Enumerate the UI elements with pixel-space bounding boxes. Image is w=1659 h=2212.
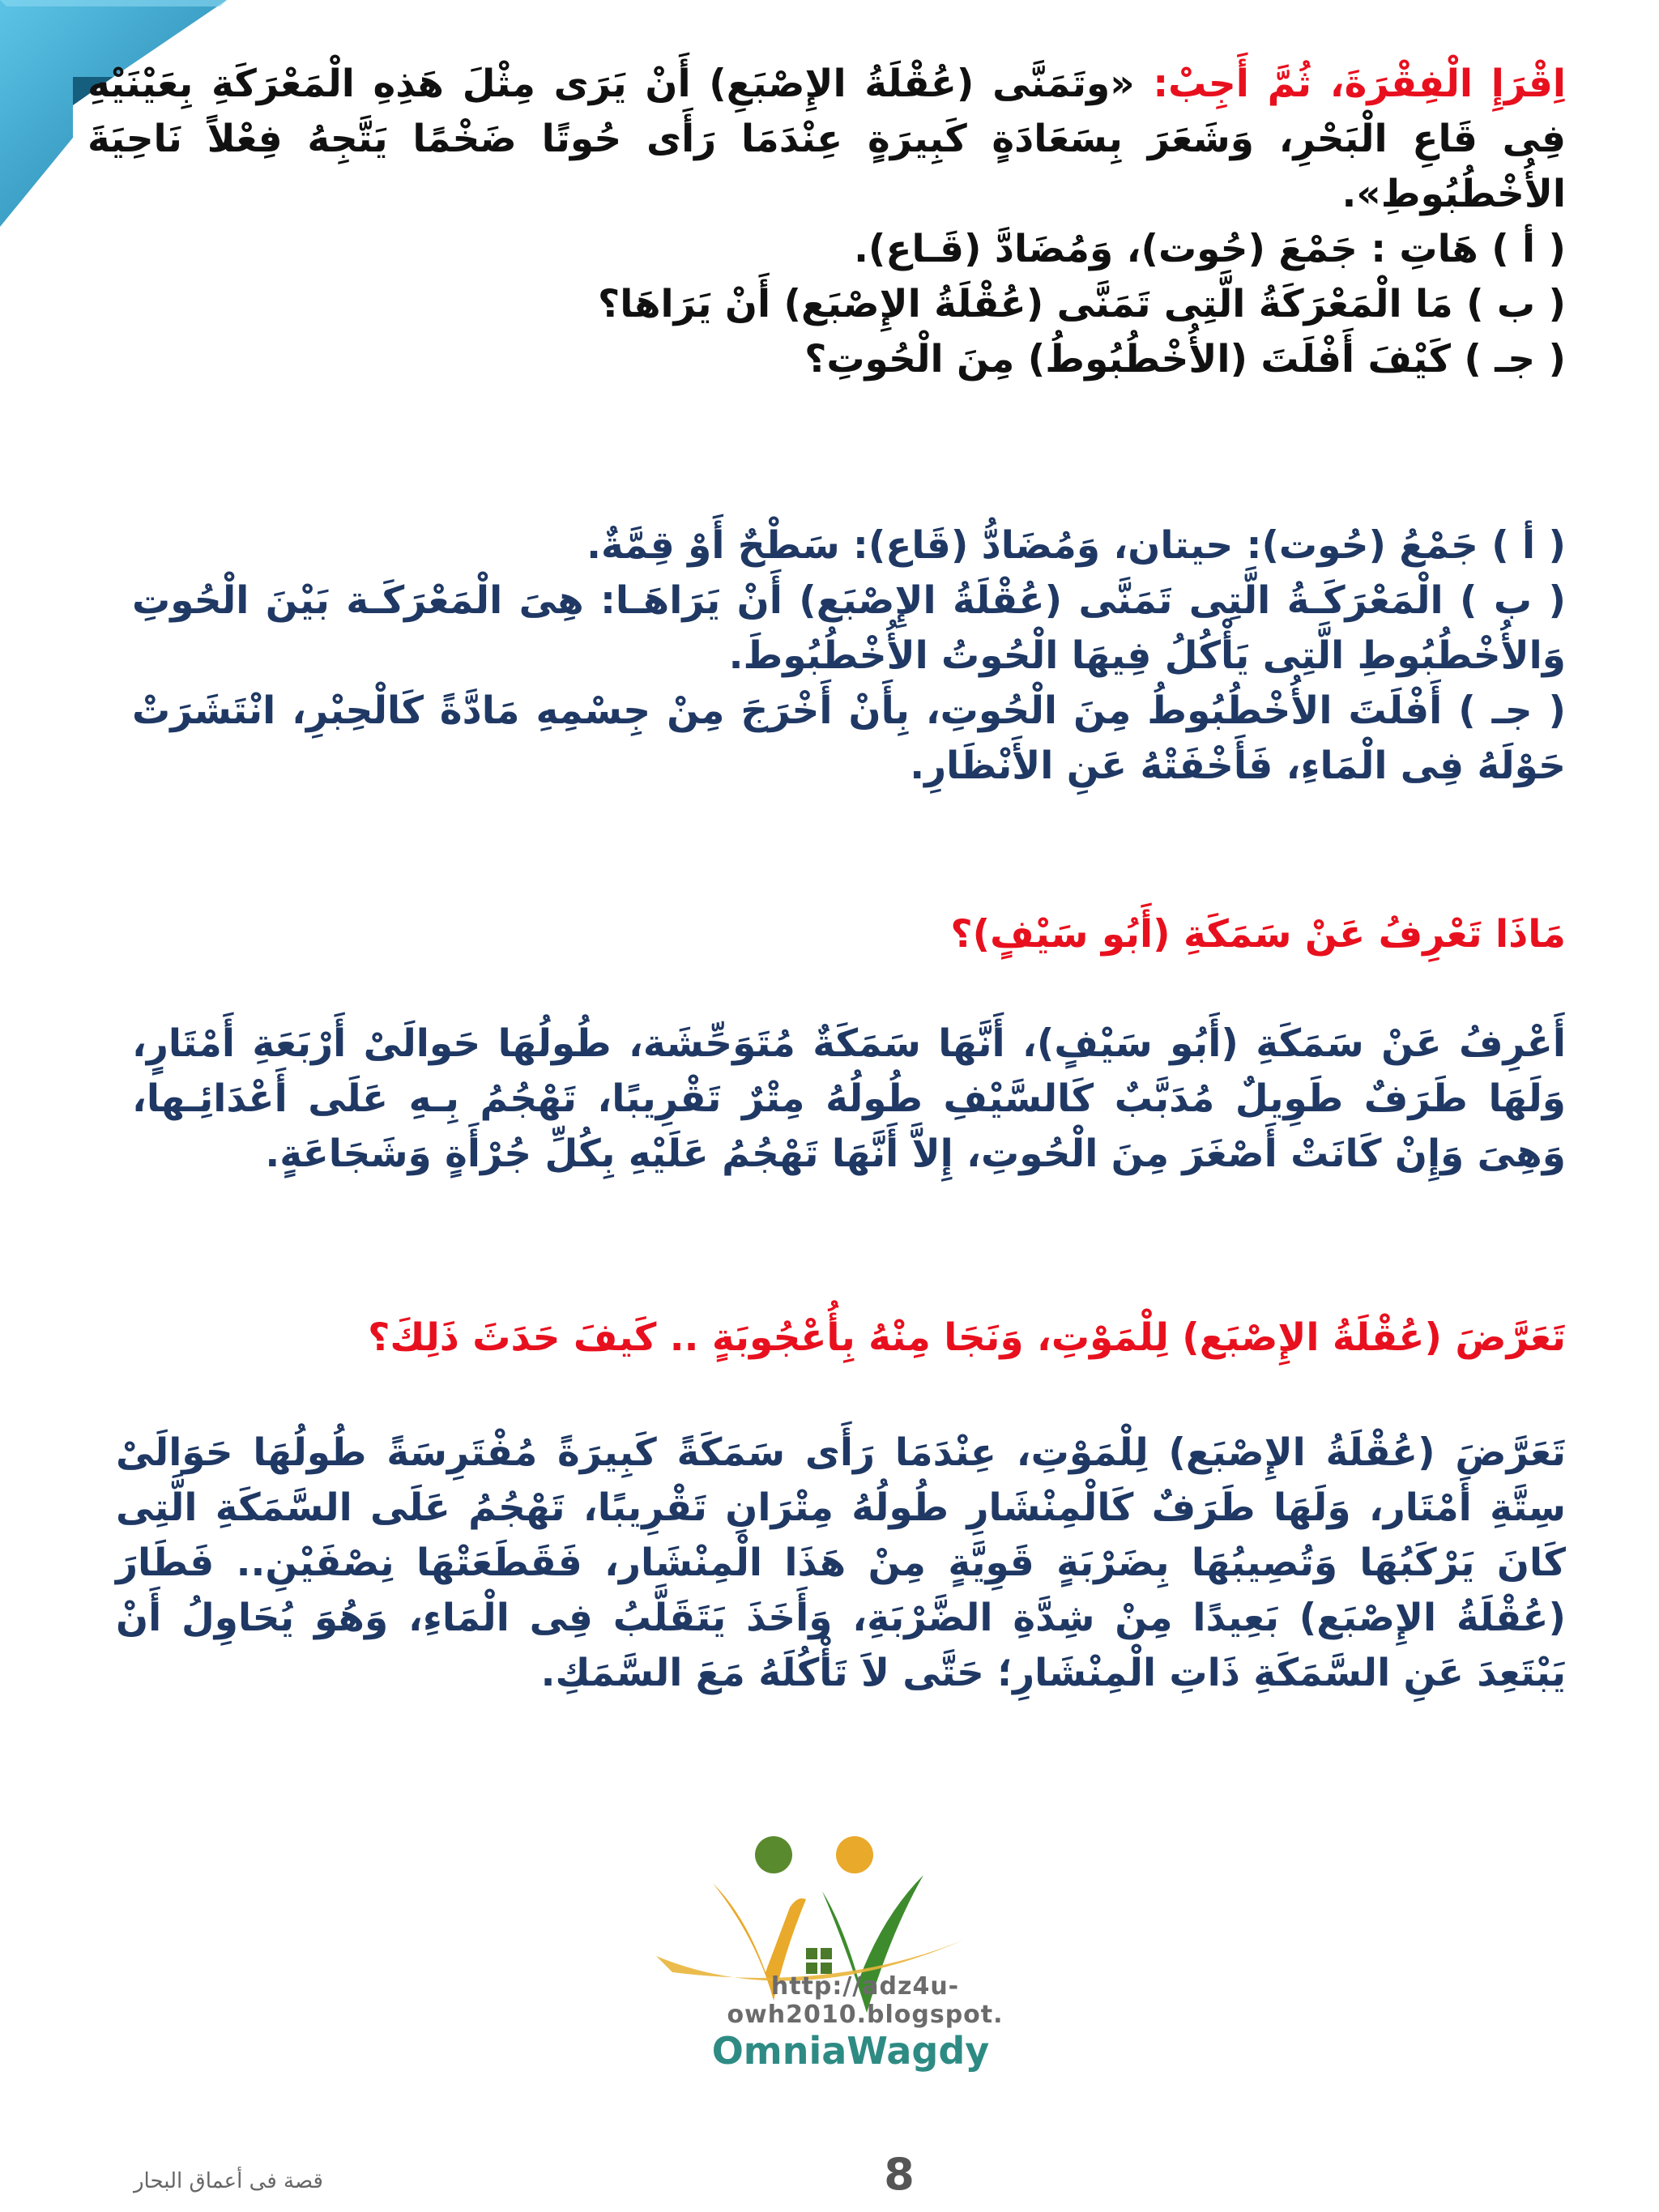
- answer-a: ( أ ) جَمْعُ (حُوت): حيتان، وَمُضَادُّ (قَاع): سَطْحٌ أَوْ قِمَّةٌ.: [586, 523, 1566, 568]
- omnia-wagdy-logo-icon: [624, 1818, 1077, 2118]
- section2-answer-text: أَعْرِفُ عَنْ سَمَكَةِ (أَبُو سَيْفٍ)، أَنَّهَا سَمَكَةٌ مُتَوَحِّشَة، طُولُهَا حَوالَىْ أَرْبَعَةِ أَمْتَارٍ، وَلَهَا طَرَفٌ طَوِيلٌ مُدَبَّبٌ كَالسَّيْفِ طُولُهُ مِتْرٌ تَقْرِيبًا، تَهْجُمُ بِـهِ عَلَى أَعْدَائِـها، وَهِىَ وَإِنْ كَانَتْ أَصْغَرَ مِنَ الْحُوتِ، إِلاَّ أَنَّهَا تَهْجُمُ عَلَيْهِ بِكُلِّ جُرْأَةٍ وَشَجَاعَةٍ.: [132, 1021, 1566, 1176]
- section3-answer: [116, 1426, 1566, 1701]
- footer-book-title: قصة فى أعماق البحار: [134, 2169, 323, 2193]
- section2-question: [132, 907, 1566, 962]
- answers-block: [132, 518, 1566, 794]
- question-b: ( ب ) مَا الْمَعْرَكَةُ الَّتِى تَمَنَّى (عُقْلَةُ الإِصْبَع) أَنْ يَرَاهَا؟: [598, 282, 1566, 326]
- logo-name-text: OmniaWagdy: [711, 2029, 990, 2073]
- section2-answer: [132, 1016, 1566, 1182]
- answer-c: ( جـ ) أَفْلَتَ الأُخْطُبُوطُ مِنَ الْحُوتِ، بِأَنْ أَخْرَجَ مِنْ جِسْمِهِ مَادَّةً كَالْحِبْرِ، انْتَشَرَتْ حَوْلَهُ فِى الْمَاءِ، فَأَخْفَتْهُ عَنِ الأَنْظَارِ.: [132, 688, 1566, 788]
- passage-text: «وتَمَنَّى (عُقْلَةُ الإِصْبَعِ) أَنْ يَرَى مِثْلَ هَذِهِ الْمَعْرَكَةِ بِعَيْنَيْهِ فِى قَاعِ الْبَحْرِ، وَشَعَرَ بِسَعَادَةٍ كَبِيرَةٍ عِنْدَمَا رَأَى حُوتًا ضَخْمًا يَتَّجِهُ فِعْلاً نَاحِيَةَ الأُخْطُبُوطِ».: [87, 62, 1566, 216]
- instruction-paragraph: [87, 57, 1566, 222]
- question-c: ( جـ ) كَيْفَ أَفْلَتَ (الأُخْطُبُوطُ) مِنَ الْحُوتِ؟: [804, 337, 1566, 381]
- section2-question-text: مَاذَا تَعْرِفُ عَنْ سَمَكَةِ (أَبُو سَيْفٍ)؟: [950, 912, 1566, 957]
- answer-b: ( ب ) الْمَعْرَكَـةُ الَّتِى تَمَنَّى (عُقْلَةُ الإِصْبَع) أَنْ يَرَاهَـا: هِىَ الْمَعْرَكَـة بَيْنَ الْحُوتِ وَالأُخْطُبُوطِ الَّتِى يَأْكُلُ فِيهَا الْحُوتُ الأُخْطُبُوطَ.: [132, 578, 1566, 678]
- section3-question-text: تَعَرَّضَ (عُقْلَةُ الإِصْبَع) لِلْمَوْتِ، وَنَجَا مِنْهُ بِأُعْجُوبَةٍ .. كَيفَ حَدَثَ ذَلِكَ؟: [368, 1315, 1566, 1360]
- page-number: 8: [884, 2149, 915, 2200]
- instruction-heading: اِقْرَإِ الْفِقْرَةَ، ثُمَّ أَجِبْ:: [1153, 62, 1566, 106]
- section3-question: [116, 1311, 1566, 1366]
- question-a: ( أ ) هَاتِ : جَمْعَ (حُوت)، وَمُضَادَّ (قَـاع).: [854, 227, 1566, 271]
- logo-url-text: http://adz4u-owh2010.blogspot.: [727, 1972, 1004, 2029]
- question-block: [87, 57, 1566, 387]
- section3-answer-text: تَعَرَّضَ (عُقْلَةُ الإِصْبَع) لِلْمَوْتِ، عِنْدَمَا رَأَى سَمَكَةً كَبِيرَةً مُفْتَرِسَةً طُولُهَا حَوَالَىْ سِتَّةِ أَمْتَار، وَلَهَا طَرَفٌ كَالْمِنْشَارِ طُولُهُ مِتْرَانِ تَقْرِيبًا، تَهْجُمُ عَلَى السَّمَكَةِ الَّتِى كَانَ يَرْكَبُهَا وَتُصِيبُهَا بِضَرْبَةٍ قَوِيَّةٍ مِنْ هَذَا الْمِنْشَار، فَقَطَعَتْهَا نِصْفَيْنِ.. فَطَارَ (عُقْلَةُ الإِصْبَع) بَعِيدًا مِنْ شِدَّةِ الضَّرْبَةِ، وَأَخَذَ يَتَقَلَّبُ فِى الْمَاءِ، وَهُوَ يُحَاوِلُ أَنْ يَبْتَعِدَ عَنِ السَّمَكَةِ ذَاتِ الْمِنْشَارِ؛ حَتَّى لاَ تَأْكُلَهُ مَعَ السَّمَكِ.: [116, 1430, 1566, 1695]
